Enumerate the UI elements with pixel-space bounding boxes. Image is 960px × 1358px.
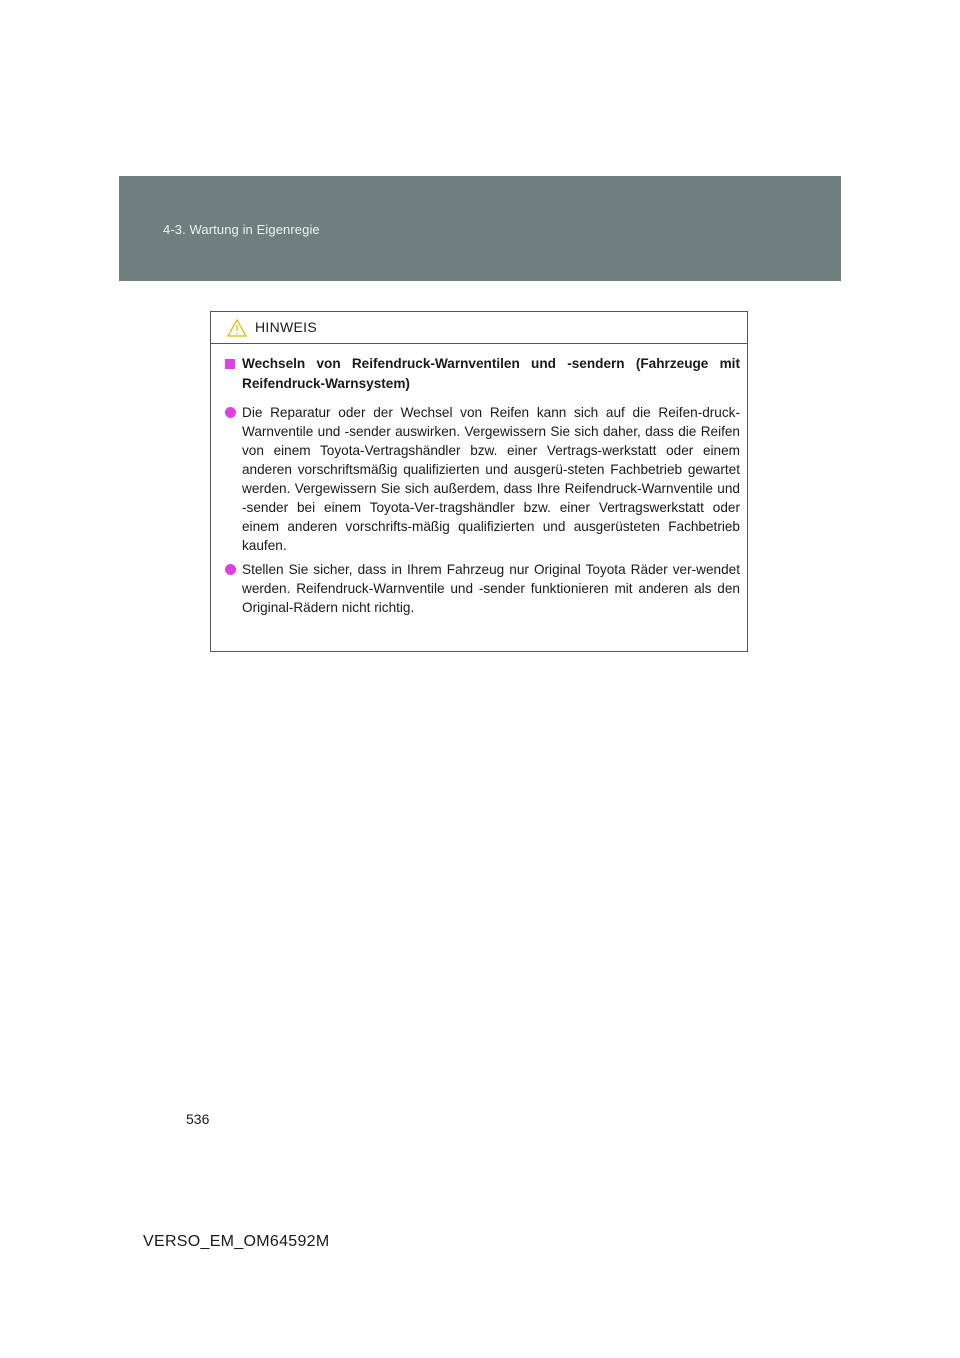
list-item-text: Die Reparatur oder der Wechsel von Reifen kann sich auf die Reifen-druck-Warnventile und -sender auswirken. Vergewissern Sie sich daher, dass die Reifen von einem Toyota-Vertragshändler bzw. einer Vertrags-werkstatt oder einem anderen vorschriftsmäßig qualifizierten und ausgerü-steten Fachbetrieb gewartet werden. Vergewissern Sie sich außerdem, dass Ihre Reifendruck-Warnventile und -sender bei einem Toyota-Ver-tragshändler bzw. einer Vertragswerkstatt oder einem anderen vorschrifts-mäßig qualifizierten und ausgerüsteten Fachbetrieb kaufen. — [242, 405, 740, 553]
notice-header — [211, 312, 747, 344]
section-title: 4-3. Wartung in Eigenregie — [163, 222, 320, 237]
round-bullet-icon — [225, 407, 236, 418]
square-bullet-icon — [225, 359, 235, 369]
notice-title: HINWEIS — [255, 319, 317, 335]
list-item-text: Stellen Sie sicher, dass in Ihrem Fahrzeug nur Original Toyota Räder ver-wendet werden. Reifendruck-Warnventile und -sender funktionieren mit anderen als den Original-Rädern nicht richtig. — [242, 562, 740, 615]
round-bullet-icon — [225, 564, 236, 575]
document-code: VERSO_EM_OM64592M — [143, 1233, 330, 1250]
page-number: 536 — [186, 1111, 210, 1127]
chapter-header-band — [119, 176, 841, 281]
notice-box — [210, 311, 748, 652]
warning-triangle-icon — [227, 319, 247, 337]
notice-heading-text: Wechseln von Reifendruck-Warnventilen und -sendern (Fahrzeuge mit Reifendruck-Warnsystem) — [242, 356, 740, 391]
